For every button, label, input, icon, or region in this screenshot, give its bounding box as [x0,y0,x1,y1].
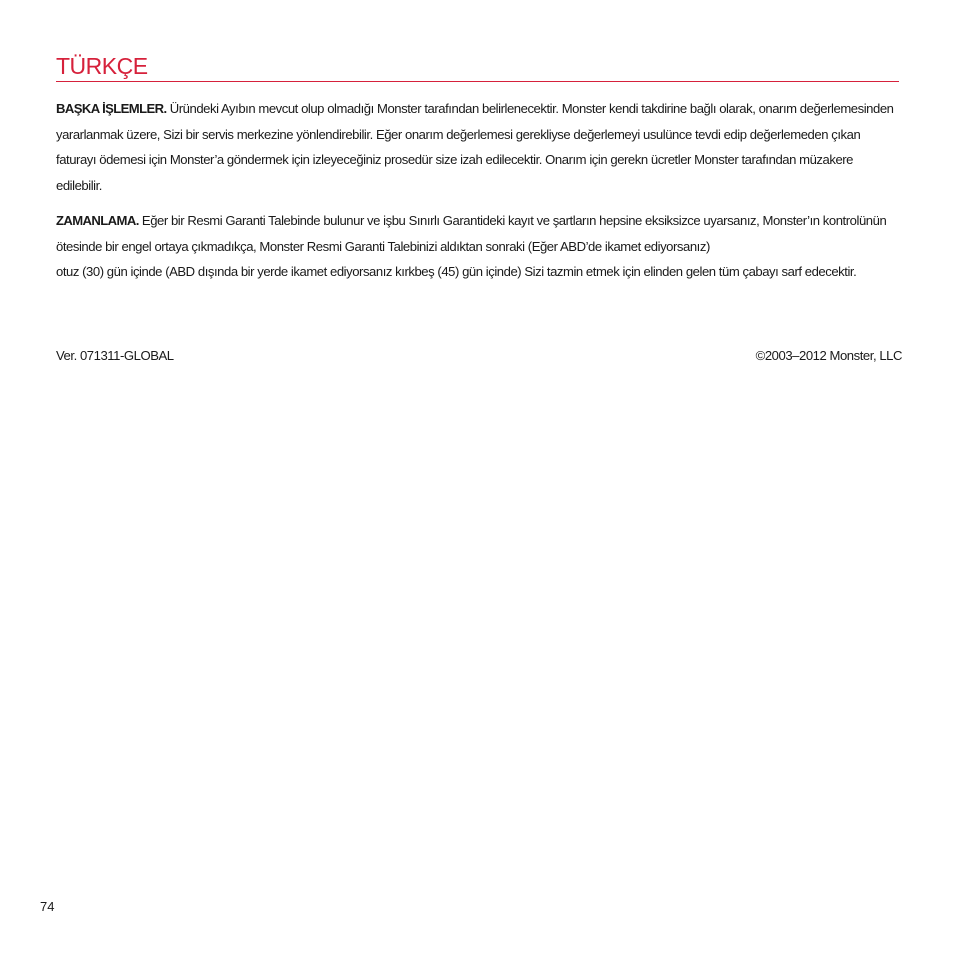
document-footer [56,343,902,368]
paragraph-other-procedures [56,96,902,198]
paragraph-lead: BAŞKA İŞLEMLER. [56,101,167,116]
paragraph-lead: ZAMANLAMA. [56,213,139,228]
paragraph-text: Üründeki Ayıbın mevcut olup olmadığı Monster tarafından belirlenecektir. Monster kendi takdirine bağlı olarak, onarım değerlemesinden yararlanmak üzere, Sizi bir servis merkezine yönlendirebilir. Eğer onarım değerlemesi gerekliyse değerlemeyi usulünce tevdi edip değerlemeden çıkan faturayı ödemesi için Monster’a göndermek için izleyeceğiniz prosedür size izah edilecektir. Onarım için gerekn ücretler Monster tarafından müzakere edilebilir. [56,101,894,193]
heading-rule [56,81,899,82]
paragraph-timing [56,208,902,259]
paragraph-text: Eğer bir Resmi Garanti Talebinde bulunur ve işbu Sınırlı Garantideki kayıt ve şartların hepsine eksiksizce uyarsanız, Monster’ın kontrolünün ötesinde bir engel ortaya çıkmadıkça, Monster Resmi Garanti Talebinizi aldıktan sonraki (Eğer ABD’de ikamet ediyorsanız) [56,213,887,254]
section-heading: TÜRKÇE [56,53,148,79]
version-label: Ver. 071311-GLOBAL [56,348,174,363]
page-number: 74 [40,899,55,914]
copyright-label: ©2003–2012 Monster, LLC [755,348,902,363]
paragraph-timing-continuation: otuz (30) gün içinde (ABD dışında bir yerde ikamet ediyorsanız kırkbeş (45) gün içinde) Sizi tazmin etmek için elinden gelen tüm çabayı sarf edecektir. [56,264,857,279]
body-text [56,96,902,285]
